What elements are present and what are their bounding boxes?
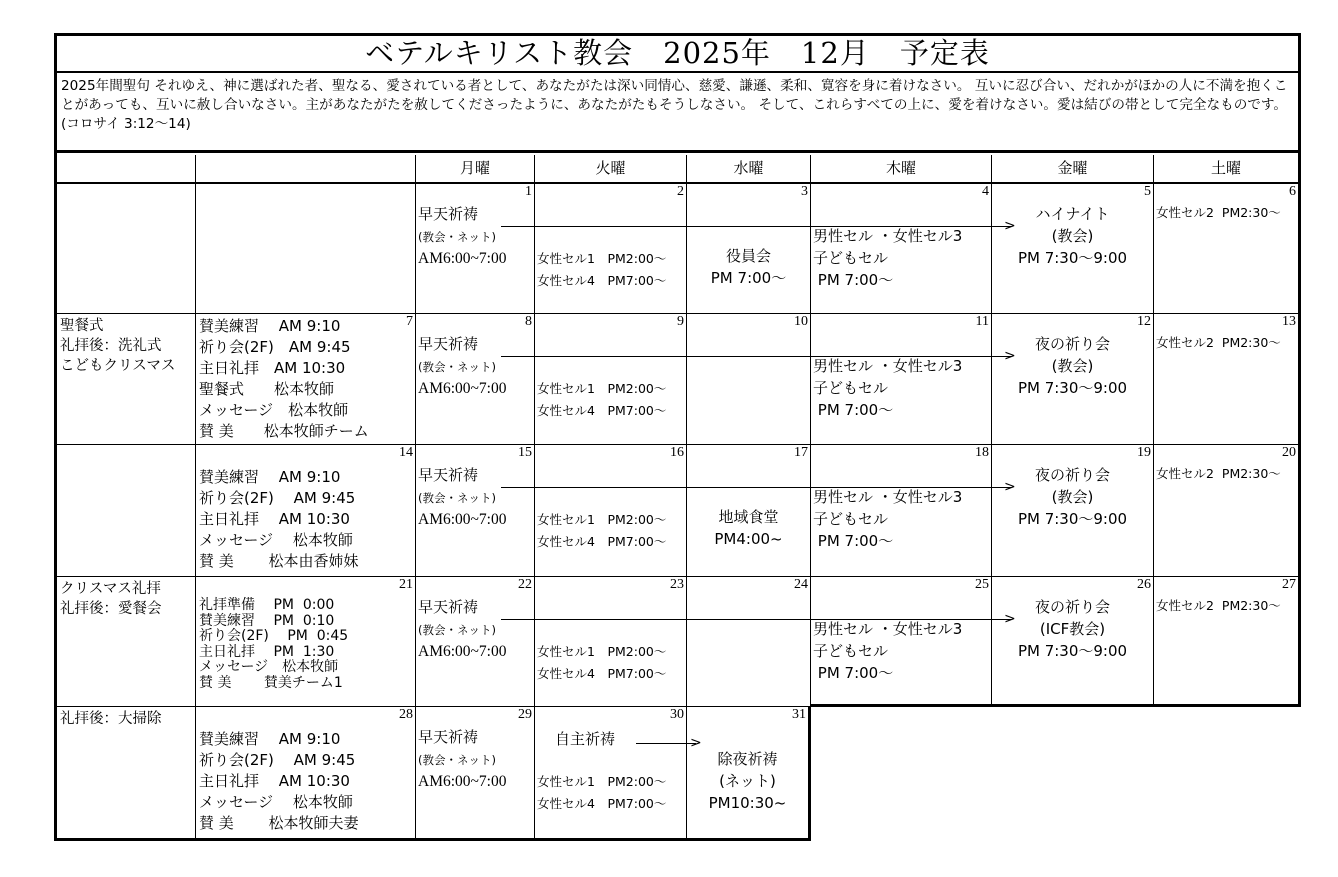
day-cell-mon (416, 184, 535, 314)
dawn-prayer-title: 早天祈祷 (418, 598, 479, 616)
thu-time: PM 7:00〜 (813, 401, 894, 419)
womens-cell-2: 女性セル2 PM2:30〜 (1156, 598, 1281, 613)
friday-event-title: 夜の祈り会 (1034, 598, 1110, 616)
self-prayer-label: 自主祈祷 (555, 730, 616, 748)
women-cell-4: 女性セル4 PM7:00〜 (537, 273, 667, 288)
sunday-service-line: 賛美練習 AM 9:10 (199, 730, 341, 748)
dawn-prayer-title: 早天祈祷 (418, 466, 479, 484)
week-note: 礼拝後：大掃除 (60, 711, 162, 727)
day-cell-thu (811, 445, 992, 577)
sunday-service-line: 礼拝準備 PM 0:00 (199, 597, 335, 613)
header-tue: 火曜 (535, 155, 687, 184)
day-number: 4 (982, 184, 989, 199)
sunday-service-line: 賛 美 松本由香姉妹 (199, 552, 359, 570)
day-cell-tue (535, 184, 687, 314)
sunday-service-line: 賛美練習 PM 0:10 (199, 612, 335, 629)
day-number: 12 (1137, 314, 1151, 329)
day-cell-wed (687, 445, 811, 577)
dawn-prayer-time: AM6:00~7:00 (418, 773, 507, 790)
thu-time: PM 7:00〜 (813, 271, 894, 289)
day-number: 21 (399, 577, 413, 592)
day-number: 23 (670, 577, 684, 592)
header-wed: 水曜 (687, 155, 811, 184)
day-cell-wed (687, 707, 811, 841)
day-number: 18 (975, 445, 989, 460)
header-fri: 金曜 (992, 155, 1154, 184)
wed-event-time: (ネット) (719, 772, 776, 790)
wed-event-time: PM 7:00〜 (710, 269, 787, 287)
friday-event-title: 夜の祈り会 (1034, 466, 1110, 484)
day-number: 1 (525, 184, 532, 199)
sunday-service-line: メッセージ 松本牧師 (199, 793, 353, 811)
header-thu: 木曜 (811, 155, 992, 184)
day-cell-fri (992, 314, 1154, 445)
day-number: 31 (792, 707, 806, 722)
dawn-prayer-arrow-line (501, 619, 1011, 620)
day-cell-mon (416, 314, 535, 445)
day-number: 14 (399, 445, 413, 460)
day-cell-note (54, 314, 196, 445)
kids-cell: 子どもセル (813, 642, 889, 660)
day-number: 29 (518, 707, 532, 722)
mens-womens-cell: 男性セル ・女性セル3 (813, 620, 963, 638)
day-cell-sat (1154, 184, 1301, 314)
thu-time: PM 7:00〜 (813, 532, 894, 550)
sunday-service-line: 祈り会(2F) AM 9:45 (199, 751, 356, 769)
day-number: 13 (1282, 314, 1296, 329)
sunday-service-line: メッセージ 松本牧師 (199, 659, 339, 675)
sunday-service-line: メッセージ 松本牧師 (199, 531, 353, 549)
sunday-service-line: 主日礼拝 AM 10:30 (199, 772, 350, 790)
dawn-prayer-time: AM6:00~7:00 (418, 511, 507, 528)
women-cell-1: 女性セル1 PM2:00〜 (537, 644, 667, 659)
dawn-prayer-location: (教会・ネット) (418, 623, 496, 637)
womens-cell-2: 女性セル2 PM2:30〜 (1156, 205, 1281, 220)
day-cell-wed (687, 577, 811, 707)
sunday-service-line: 主日礼拝 AM 10:30 (199, 359, 346, 377)
kids-cell: 子どもセル (813, 379, 889, 397)
mens-womens-cell: 男性セル ・女性セル3 (813, 488, 963, 506)
arrow-head-icon: > (1004, 348, 1016, 364)
sunday-service-line: メッセージ 松本牧師 (199, 401, 349, 419)
day-number: 26 (1137, 577, 1151, 592)
day-cell-sun (196, 577, 416, 707)
friday-event-time: PM 7:30〜9:00 (1017, 249, 1128, 267)
wed-event-title: 役員会 (725, 247, 771, 265)
dawn-prayer-location: (教会・ネット) (418, 360, 496, 374)
dawn-prayer-location: (教会・ネット) (418, 753, 496, 767)
day-number: 28 (399, 707, 413, 722)
day-number: 22 (518, 577, 532, 592)
day-number: 2 (677, 184, 684, 199)
wed-event-title: 地域食堂 (718, 508, 779, 526)
dawn-prayer-arrow-line (501, 226, 1011, 227)
friday-event-place: (教会) (1051, 488, 1094, 506)
day-cell-note (54, 577, 196, 707)
friday-event-title: ハイナイト (1035, 205, 1110, 223)
thu-time: PM 7:00〜 (813, 664, 894, 682)
day-number: 17 (794, 445, 808, 460)
header-sat: 土曜 (1154, 155, 1301, 184)
wed-event-time-2: PM10:30~ (708, 794, 787, 812)
day-cell-mon (416, 707, 535, 841)
day-cell-sat (1154, 314, 1301, 445)
dawn-prayer-title: 早天祈祷 (418, 205, 479, 223)
arrow-head-icon: > (1004, 479, 1016, 495)
womens-cell-2: 女性セル2 PM2:30〜 (1156, 466, 1281, 481)
day-cell-wed (687, 314, 811, 445)
sunday-service-line: 賛 美 松本牧師チーム (199, 422, 369, 440)
day-number: 16 (670, 445, 684, 460)
dawn-prayer-time: AM6:00~7:00 (418, 643, 507, 660)
dawn-prayer-time: AM6:00~7:00 (418, 250, 507, 267)
sunday-service-line: 賛美練習 AM 9:10 (199, 468, 341, 486)
dawn-prayer-title: 早天祈祷 (418, 335, 479, 353)
day-cell-thu (811, 577, 992, 707)
sunday-service-line: 主日礼拝 PM 1:30 (199, 643, 335, 660)
friday-event-place: (教会) (1051, 227, 1094, 245)
day-number: 10 (794, 314, 808, 329)
day-cell-note (54, 707, 196, 841)
day-cell-tue (535, 707, 687, 841)
week-note: クリスマス礼拝 礼拝後：愛餐会 (60, 581, 162, 617)
day-number: 19 (1137, 445, 1151, 460)
friday-event-time: PM 7:30〜9:00 (1017, 642, 1128, 660)
dawn-prayer-arrow-line (501, 487, 1011, 488)
day-number: 5 (1144, 184, 1151, 199)
day-cell-thu (811, 184, 992, 314)
day-number: 6 (1289, 184, 1296, 199)
page-title: ベテルキリスト教会 2025年 12月 予定表 (365, 36, 990, 70)
friday-event-title: 夜の祈り会 (1034, 335, 1110, 353)
day-number: 9 (677, 314, 684, 329)
day-cell-sun (196, 707, 416, 841)
kids-cell: 子どもセル (813, 510, 889, 528)
day-cell-note (54, 445, 196, 577)
day-cell-mon (416, 577, 535, 707)
header-mon: 月曜 (416, 155, 535, 184)
sunday-service-line: 賛 美 松本牧師夫妻 (199, 814, 359, 832)
kids-cell: 子どもセル (813, 249, 889, 267)
week-note: 聖餐式 礼拝後：洗礼式 こどもクリスマス (60, 318, 176, 374)
sunday-service-line: 賛美練習 AM 9:10 (199, 317, 341, 335)
day-number: 27 (1282, 577, 1296, 592)
women-cell-4: 女性セル4 PM7:00〜 (537, 796, 667, 811)
dawn-prayer-arrow-line (501, 356, 1011, 357)
day-cell-sun (196, 445, 416, 577)
day-cell-thu (811, 314, 992, 445)
women-cell-4: 女性セル4 PM7:00〜 (537, 534, 667, 549)
friday-event-time: PM 7:30〜9:00 (1017, 379, 1128, 397)
day-cell-wed (687, 184, 811, 314)
self-prayer-arrow-line (636, 743, 696, 744)
sunday-service-line: 祈り会(2F) AM 9:45 (199, 338, 351, 356)
day-cell-sun (196, 184, 416, 314)
day-number: 8 (525, 314, 532, 329)
day-cell-note (54, 184, 196, 314)
dawn-prayer-location: (教会・ネット) (418, 491, 496, 505)
day-cell-fri (992, 445, 1154, 577)
sunday-service-line: 主日礼拝 AM 10:30 (199, 510, 350, 528)
dawn-prayer-title: 早天祈祷 (418, 728, 479, 746)
arrow-head-icon: > (1004, 218, 1016, 234)
day-number: 30 (670, 707, 684, 722)
sunday-service-line: 聖餐式 松本牧師 (199, 380, 335, 398)
sunday-service-line: 祈り会(2F) AM 9:45 (199, 489, 356, 507)
day-number: 3 (801, 184, 808, 199)
arrow-head-icon: > (690, 735, 702, 751)
wed-event-title: 除夜祈祷 (717, 750, 778, 768)
wed-event-time: PM4:00~ (714, 530, 783, 548)
day-number: 25 (975, 577, 989, 592)
women-cell-1: 女性セル1 PM2:00〜 (537, 251, 667, 266)
women-cell-1: 女性セル1 PM2:00〜 (537, 381, 667, 396)
women-cell-4: 女性セル4 PM7:00〜 (537, 666, 667, 681)
sunday-service-line: 祈り会(2F) PM 0:45 (199, 628, 349, 644)
day-cell-sun (196, 314, 416, 445)
day-cell-sat (1154, 577, 1301, 707)
dawn-prayer-location: (教会・ネット) (418, 230, 496, 244)
header-sunday-col (196, 155, 416, 184)
day-number: 7 (406, 314, 413, 329)
women-cell-1: 女性セル1 PM2:00〜 (537, 774, 667, 789)
day-cell-tue (535, 314, 687, 445)
women-cell-4: 女性セル4 PM7:00〜 (537, 403, 667, 418)
day-cell-tue (535, 445, 687, 577)
mens-womens-cell: 男性セル ・女性セル3 (813, 357, 963, 375)
day-number: 24 (794, 577, 808, 592)
annual-verse: 2025年間聖句 それゆえ、神に選ばれた者、聖なる、愛されている者として、あなたがたは深い同情心、慈愛、謙遜、柔和、寛容を身に着けなさい。 互いに忍び合い、だれかがほかの人に不満を抱くことがあっても、互いに赦し合いなさい。主があなたがたを赦してくださったように、あなたがたもそうしなさい。 そして、これらすべての上に、愛を着けなさい。愛は結びの帯として完全なものです。 (コロサイ 3:12〜14) (61, 78, 1294, 132)
day-cell-fri (992, 577, 1154, 707)
header-note-col (54, 155, 196, 184)
friday-event-time: PM 7:30〜9:00 (1017, 510, 1128, 528)
womens-cell-2: 女性セル2 PM2:30〜 (1156, 335, 1281, 350)
friday-event-place: (ICF教会) (1039, 620, 1106, 638)
dawn-prayer-time: AM6:00~7:00 (418, 380, 507, 397)
day-number: 15 (518, 445, 532, 460)
day-cell-sat (1154, 445, 1301, 577)
day-cell-mon (416, 445, 535, 577)
sunday-service-line: 賛 美 賛美チーム1 (199, 674, 343, 691)
day-number: 20 (1282, 445, 1296, 460)
day-cell-fri (992, 184, 1154, 314)
arrow-head-icon: > (1004, 611, 1016, 627)
day-cell-tue (535, 577, 687, 707)
mens-womens-cell: 男性セル ・女性セル3 (813, 227, 963, 245)
day-number: 11 (975, 314, 989, 329)
friday-event-place: (教会) (1051, 357, 1094, 375)
women-cell-1: 女性セル1 PM2:00〜 (537, 512, 667, 527)
